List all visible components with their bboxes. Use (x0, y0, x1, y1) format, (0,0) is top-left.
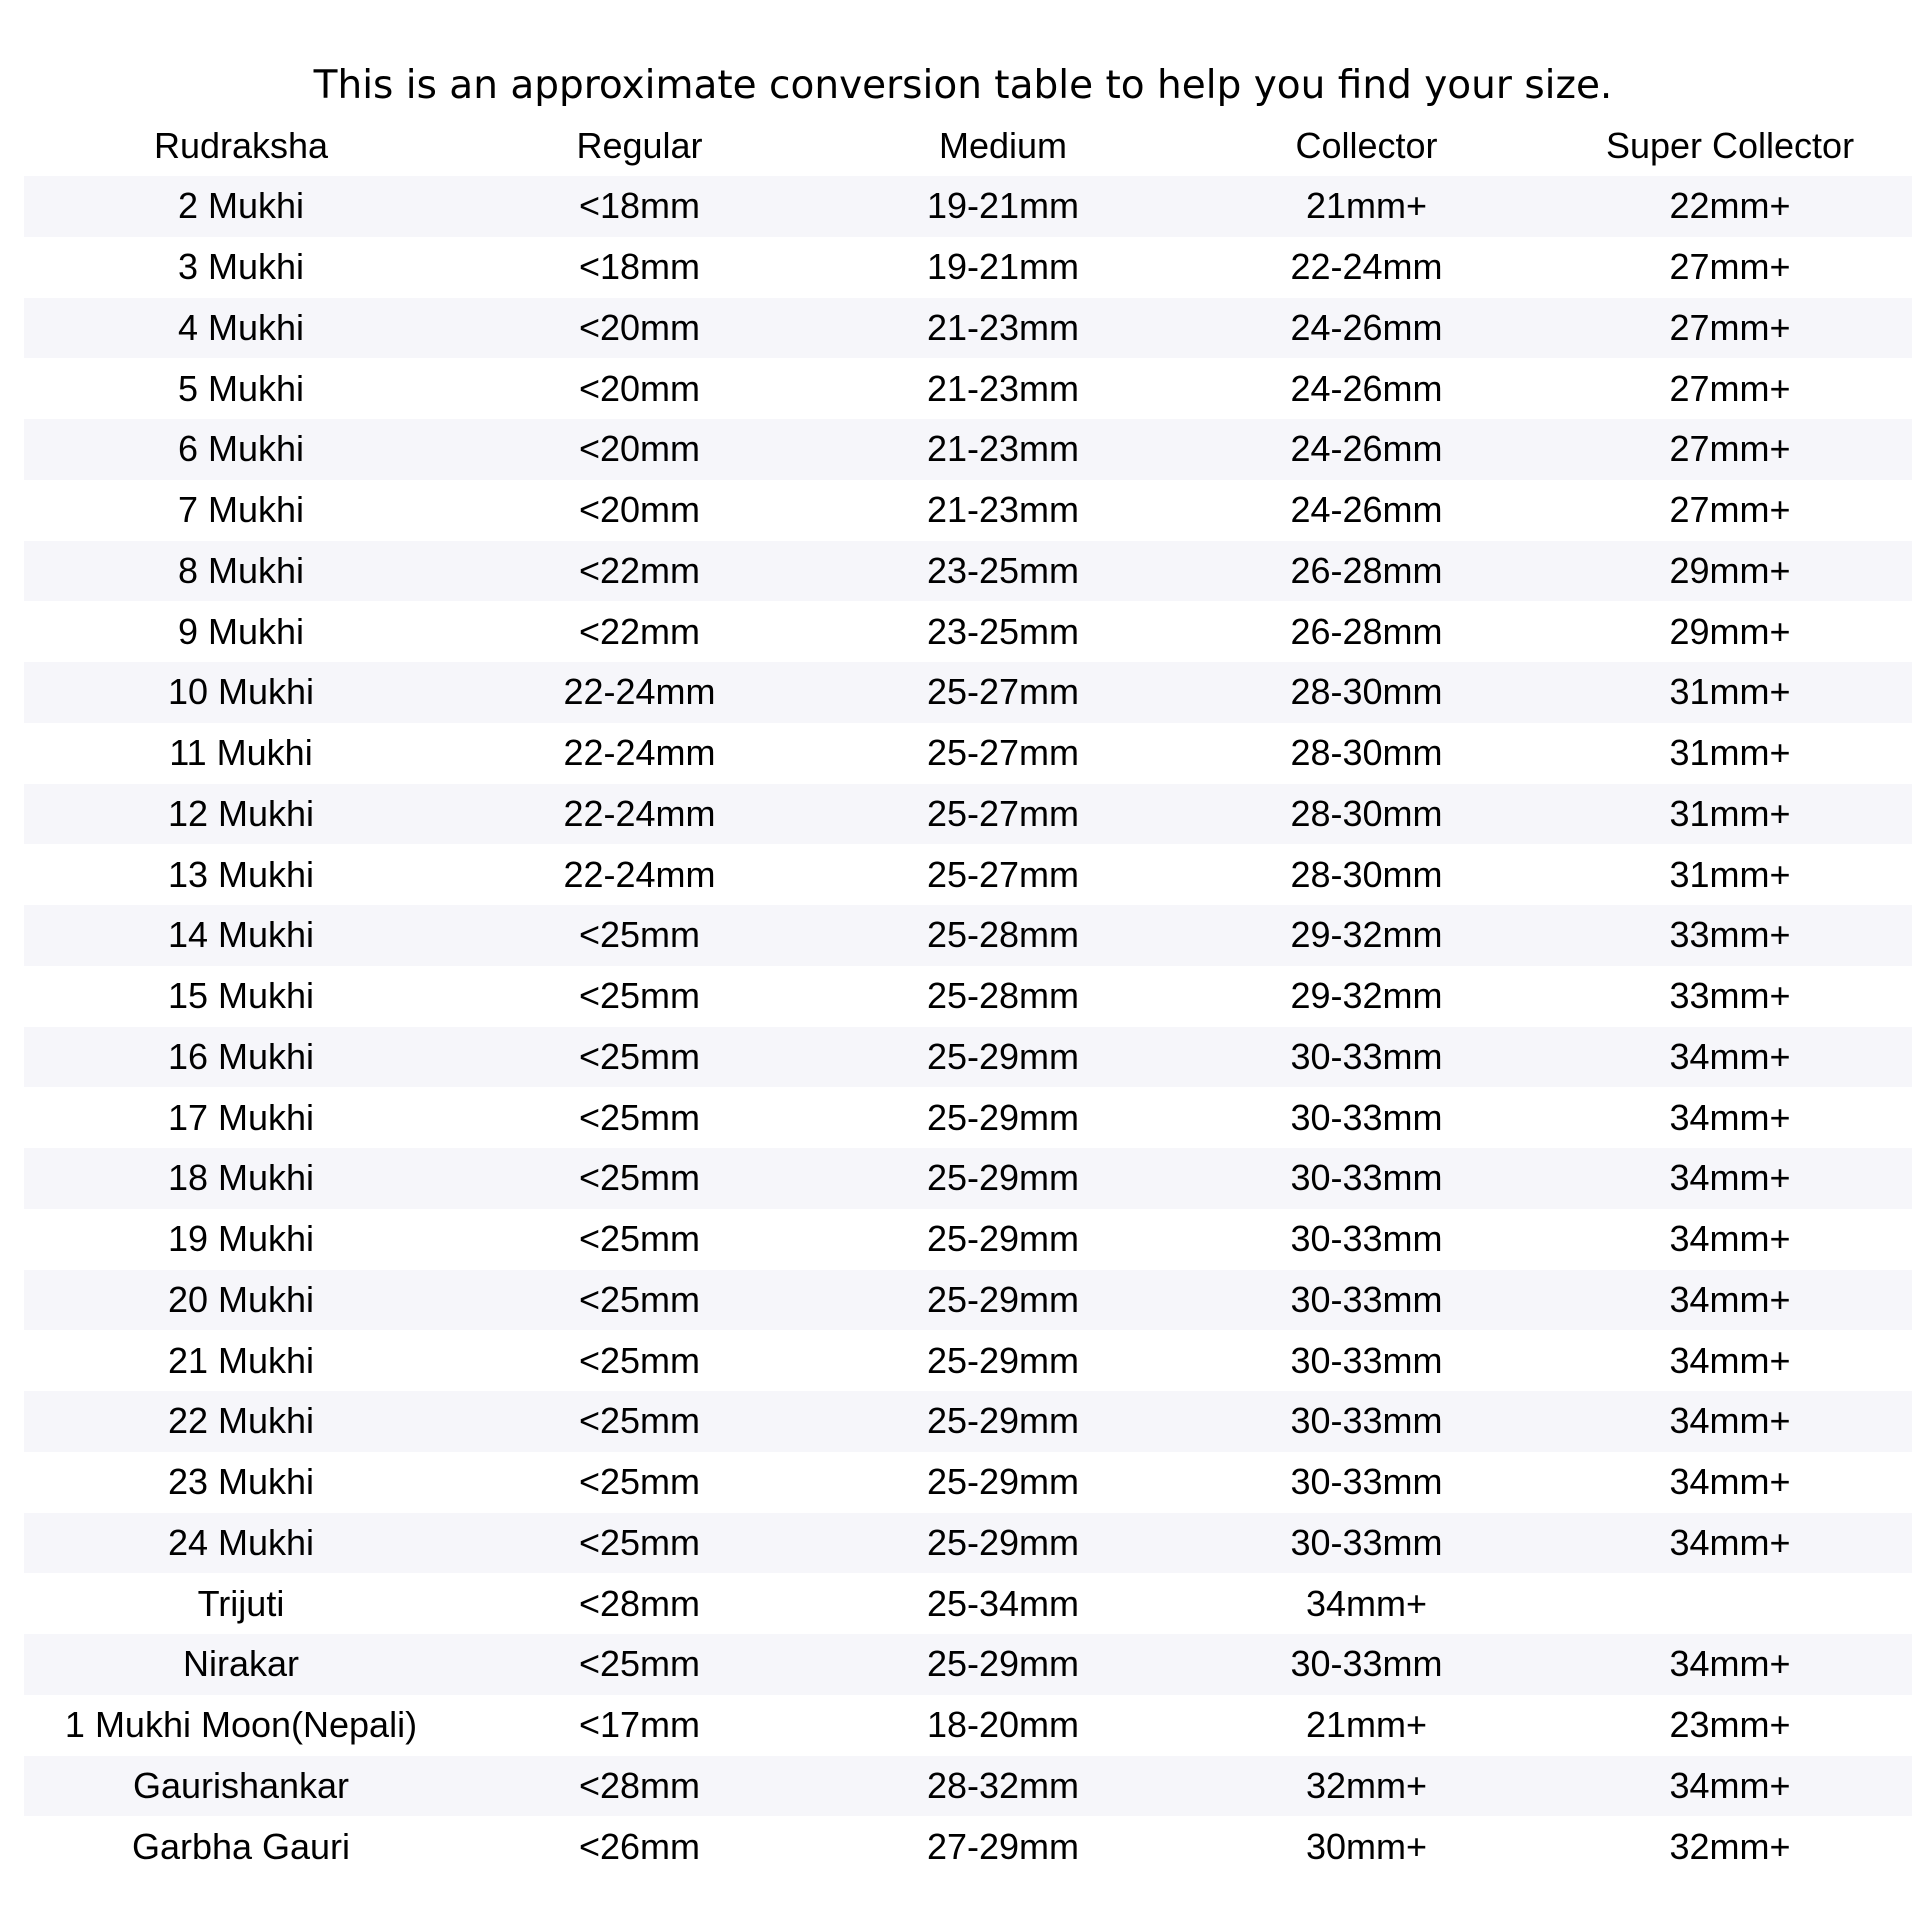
cell-rudraksha: 2 Mukhi (24, 176, 458, 237)
header-medium: Medium (821, 115, 1185, 176)
cell-collector: 29-32mm (1290, 975, 1443, 1017)
cell-medium: 25-27mm (821, 662, 1185, 723)
cell-collector: 26-28mm (1185, 541, 1548, 602)
cell-rudraksha: 19 Mukhi (167, 1218, 315, 1260)
cell-rudraksha: 1 Mukhi Moon(Nepali) (64, 1704, 418, 1746)
cell-super-collector: 27mm+ (1548, 298, 1912, 359)
cell-medium: 21-23mm (926, 367, 1080, 409)
cell-collector: 21mm+ (1305, 1704, 1428, 1746)
cell-collector: 24-26mm (1185, 419, 1548, 480)
cell-rudraksha: 20 Mukhi (24, 1270, 458, 1331)
cell-super-collector: 34mm+ (1548, 1513, 1912, 1574)
cell-rudraksha: 3 Mukhi (177, 246, 305, 288)
cell-collector: 32mm+ (1185, 1756, 1548, 1817)
cell-medium: 25-29mm (926, 1218, 1080, 1260)
cell-super-collector: 34mm+ (1548, 1148, 1912, 1209)
cell-rudraksha: 23 Mukhi (167, 1461, 315, 1503)
cell-medium: 25-29mm (926, 1461, 1080, 1503)
cell-super-collector: 22mm+ (1548, 176, 1912, 237)
cell-regular: 22-24mm (458, 662, 821, 723)
cell-collector: 34mm+ (1305, 1582, 1428, 1624)
cell-collector: 30-33mm (1290, 1218, 1443, 1260)
cell-regular: <18mm (578, 246, 701, 288)
table-row (24, 1087, 1912, 1148)
cell-rudraksha: 8 Mukhi (24, 541, 458, 602)
table-row (24, 1756, 1912, 1817)
table-row (24, 1330, 1912, 1391)
cell-super-collector (1548, 1573, 1912, 1634)
cell-medium: 25-29mm (926, 1096, 1080, 1138)
cell-rudraksha: 12 Mukhi (24, 784, 458, 845)
cell-rudraksha: Trijuti (197, 1582, 285, 1624)
cell-regular: <26mm (578, 1825, 701, 1867)
table-row (24, 237, 1912, 298)
cell-collector: 29-32mm (1185, 905, 1548, 966)
cell-medium: 25-29mm (821, 1148, 1185, 1209)
table-row (24, 1209, 1912, 1270)
cell-medium: 25-28mm (926, 975, 1080, 1017)
cell-super-collector: 23mm+ (1669, 1704, 1791, 1746)
table-row (24, 601, 1912, 662)
table-header-row (24, 115, 1912, 176)
cell-rudraksha: 5 Mukhi (177, 367, 305, 409)
size-conversion-table (24, 115, 1912, 1877)
cell-collector: 21mm+ (1185, 176, 1548, 237)
table-row (24, 905, 1912, 966)
cell-regular: 22-24mm (563, 732, 716, 774)
cell-regular: <28mm (458, 1756, 821, 1817)
cell-super-collector: 31mm+ (1669, 732, 1791, 774)
cell-medium: 25-29mm (821, 1027, 1185, 1088)
cell-regular: <25mm (458, 1148, 821, 1209)
cell-collector: 30-33mm (1290, 1096, 1443, 1138)
table-row (24, 966, 1912, 1027)
cell-medium: 25-29mm (821, 1391, 1185, 1452)
table-row (24, 784, 1912, 845)
cell-collector: 30-33mm (1290, 1461, 1443, 1503)
cell-super-collector: 27mm+ (1548, 419, 1912, 480)
cell-collector: 28-30mm (1185, 784, 1548, 845)
cell-medium: 25-27mm (926, 853, 1080, 895)
cell-medium: 25-27mm (821, 784, 1185, 845)
cell-collector: 24-26mm (1290, 489, 1443, 531)
cell-rudraksha: 16 Mukhi (24, 1027, 458, 1088)
cell-medium: 23-25mm (821, 541, 1185, 602)
cell-super-collector: 34mm+ (1669, 1096, 1791, 1138)
table-row (24, 1148, 1912, 1209)
cell-regular: <20mm (578, 367, 701, 409)
cell-medium: 21-23mm (821, 419, 1185, 480)
header-super-collector: Super Collector (1548, 115, 1912, 176)
cell-rudraksha: 13 Mukhi (167, 853, 315, 895)
cell-collector: 30mm+ (1305, 1825, 1428, 1867)
cell-regular: 22-24mm (563, 853, 716, 895)
cell-medium: 25-29mm (821, 1513, 1185, 1574)
table-row (24, 176, 1912, 237)
table-row (24, 1634, 1912, 1695)
cell-medium: 25-29mm (821, 1634, 1185, 1695)
cell-rudraksha: 15 Mukhi (167, 975, 315, 1017)
cell-medium: 28-32mm (821, 1756, 1185, 1817)
cell-rudraksha: 22 Mukhi (24, 1391, 458, 1452)
cell-collector: 30-33mm (1185, 1513, 1548, 1574)
table-row (24, 480, 1912, 541)
header-collector: Collector (1185, 115, 1548, 176)
cell-medium: 21-23mm (821, 298, 1185, 359)
cell-rudraksha: 18 Mukhi (24, 1148, 458, 1209)
cell-regular: <20mm (578, 489, 701, 531)
cell-regular: <25mm (458, 1270, 821, 1331)
table-row (24, 1573, 1912, 1634)
table-row (24, 1452, 1912, 1513)
cell-super-collector: 34mm+ (1548, 1270, 1912, 1331)
cell-super-collector: 34mm+ (1548, 1756, 1912, 1817)
cell-rudraksha: Gaurishankar (24, 1756, 458, 1817)
cell-rudraksha: 10 Mukhi (24, 662, 458, 723)
cell-medium: 19-21mm (821, 176, 1185, 237)
cell-regular: <25mm (578, 1461, 701, 1503)
cell-regular: <28mm (578, 1582, 701, 1624)
cell-rudraksha: 14 Mukhi (24, 905, 458, 966)
cell-collector: 30-33mm (1185, 1027, 1548, 1088)
cell-regular: <20mm (458, 298, 821, 359)
cell-super-collector: 27mm+ (1669, 367, 1791, 409)
table-row (24, 358, 1912, 419)
page-title: This is an approximate conversion table to help you find your size. (313, 63, 1613, 108)
cell-regular: <20mm (458, 419, 821, 480)
cell-rudraksha: 24 Mukhi (24, 1513, 458, 1574)
cell-rudraksha: 7 Mukhi (177, 489, 305, 531)
cell-collector: 22-24mm (1290, 246, 1443, 288)
cell-collector: 30-33mm (1185, 1634, 1548, 1695)
cell-regular: <25mm (458, 1391, 821, 1452)
cell-regular: <17mm (578, 1704, 701, 1746)
table-row (24, 723, 1912, 784)
cell-regular: <25mm (458, 1634, 821, 1695)
cell-regular: <22mm (578, 610, 701, 652)
cell-super-collector: 34mm+ (1548, 1634, 1912, 1695)
cell-super-collector: 34mm+ (1548, 1027, 1912, 1088)
cell-super-collector: 31mm+ (1548, 784, 1912, 845)
cell-super-collector: 32mm+ (1669, 1825, 1791, 1867)
cell-medium: 25-29mm (821, 1270, 1185, 1331)
cell-regular: <25mm (458, 1027, 821, 1088)
cell-collector: 28-30mm (1185, 662, 1548, 723)
cell-super-collector: 29mm+ (1669, 610, 1791, 652)
table-row (24, 1027, 1912, 1088)
cell-super-collector: 27mm+ (1669, 246, 1791, 288)
header-regular: Regular (458, 115, 821, 176)
cell-collector: 30-33mm (1185, 1391, 1548, 1452)
cell-medium: 25-34mm (926, 1582, 1080, 1624)
cell-collector: 28-30mm (1290, 732, 1443, 774)
cell-regular: <25mm (578, 1339, 701, 1381)
cell-collector: 24-26mm (1185, 298, 1548, 359)
cell-rudraksha: 4 Mukhi (24, 298, 458, 359)
table-row (24, 1816, 1912, 1877)
cell-medium: 18-20mm (926, 1704, 1080, 1746)
cell-super-collector: 34mm+ (1548, 1391, 1912, 1452)
header-rudraksha: Rudraksha (24, 115, 458, 176)
table-row (24, 1695, 1912, 1756)
cell-super-collector: 34mm+ (1669, 1461, 1791, 1503)
cell-regular: <25mm (578, 1096, 701, 1138)
table-row (24, 1391, 1912, 1452)
cell-medium: 27-29mm (926, 1825, 1080, 1867)
cell-collector: 24-26mm (1290, 367, 1443, 409)
cell-collector: 30-33mm (1290, 1339, 1443, 1381)
cell-rudraksha: 17 Mukhi (167, 1096, 315, 1138)
cell-super-collector: 31mm+ (1548, 662, 1912, 723)
table-row (24, 298, 1912, 359)
table-row (24, 541, 1912, 602)
cell-medium: 25-29mm (926, 1339, 1080, 1381)
table-row (24, 1513, 1912, 1574)
cell-super-collector: 29mm+ (1548, 541, 1912, 602)
table-row (24, 419, 1912, 480)
cell-rudraksha: 21 Mukhi (167, 1339, 315, 1381)
table-row (24, 844, 1912, 905)
cell-regular: <25mm (458, 1513, 821, 1574)
table-body (24, 176, 1912, 1877)
cell-medium: 23-25mm (926, 610, 1080, 652)
table-row (24, 1270, 1912, 1331)
cell-medium: 25-28mm (821, 905, 1185, 966)
cell-regular: <25mm (578, 975, 701, 1017)
cell-rudraksha: 11 Mukhi (169, 732, 313, 774)
cell-rudraksha: 6 Mukhi (24, 419, 458, 480)
cell-super-collector: 34mm+ (1669, 1218, 1791, 1260)
cell-rudraksha: 9 Mukhi (177, 610, 305, 652)
cell-collector: 26-28mm (1290, 610, 1443, 652)
cell-collector: 28-30mm (1290, 853, 1443, 895)
cell-regular: <25mm (578, 1218, 701, 1260)
cell-super-collector: 34mm+ (1669, 1339, 1791, 1381)
cell-regular: 22-24mm (458, 784, 821, 845)
cell-regular: <25mm (458, 905, 821, 966)
cell-super-collector: 31mm+ (1669, 853, 1791, 895)
cell-collector: 30-33mm (1185, 1148, 1548, 1209)
table-row (24, 662, 1912, 723)
cell-regular: <22mm (458, 541, 821, 602)
cell-medium: 19-21mm (926, 246, 1080, 288)
cell-super-collector: 27mm+ (1669, 489, 1791, 531)
cell-medium: 21-23mm (926, 489, 1080, 531)
cell-regular: <18mm (458, 176, 821, 237)
cell-collector: 30-33mm (1185, 1270, 1548, 1331)
cell-rudraksha: Nirakar (24, 1634, 458, 1695)
cell-super-collector: 33mm+ (1669, 975, 1791, 1017)
cell-medium: 25-27mm (926, 732, 1080, 774)
cell-rudraksha: Garbha Gauri (131, 1825, 351, 1867)
cell-super-collector: 33mm+ (1548, 905, 1912, 966)
